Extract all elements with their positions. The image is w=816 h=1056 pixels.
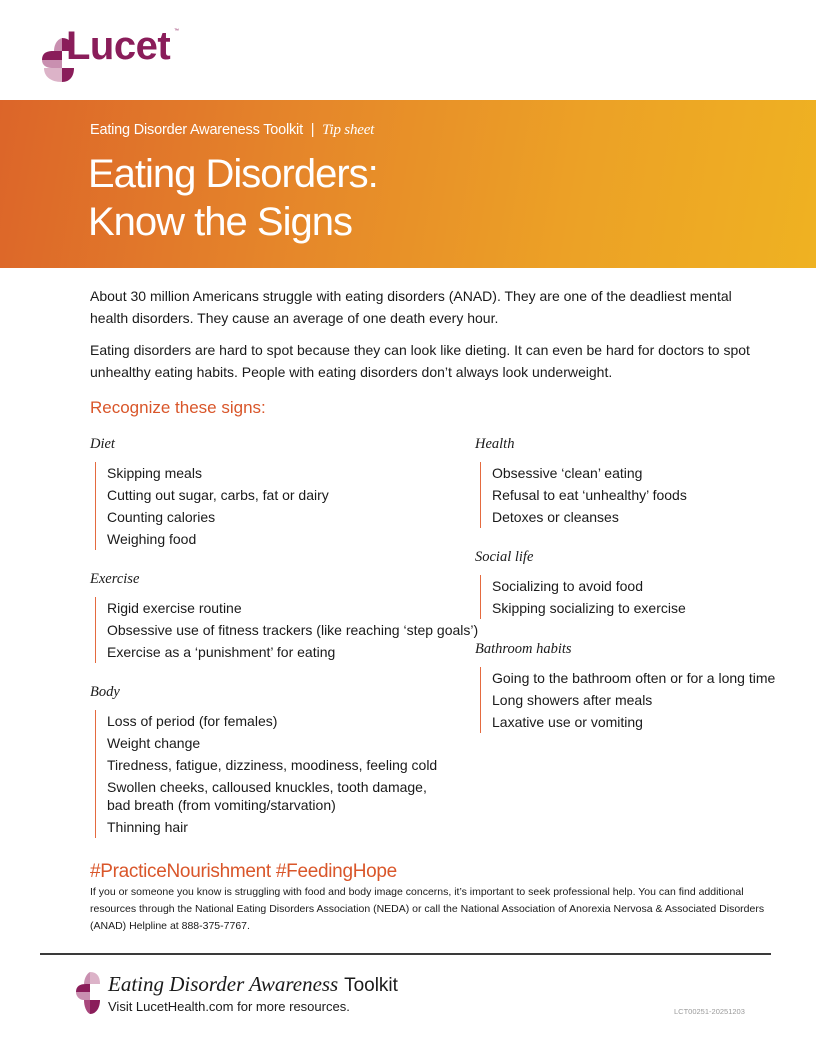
lucet-petal-half-icon — [76, 972, 100, 1014]
list-item: Tiredness, fatigue, dizziness, moodiness, feeling cold — [107, 757, 438, 773]
toolkit-label: Eating Disorder Awareness Toolkit — [90, 122, 303, 138]
page-title-line-2: Know the Signs — [88, 200, 352, 244]
intro-paragraph: Eating disorders are hard to spot because they can look like dieting. It can even be hard for doctors to spot unhealthy eating habits. People with eating disorders don’t always look underweight. — [90, 342, 750, 380]
sign-list — [480, 667, 775, 733]
footer-divider — [40, 953, 771, 955]
lucet-logo — [40, 22, 190, 86]
header-banner — [0, 100, 816, 268]
kicker-separator: | — [310, 122, 315, 138]
sign-list — [480, 575, 686, 619]
list-item: Loss of period (for females) — [107, 713, 278, 729]
brand-name: Lucet — [66, 24, 171, 68]
footer-title — [108, 972, 398, 997]
group-title: Body — [90, 684, 120, 700]
page-title — [88, 150, 378, 246]
group-title: Bathroom habits — [475, 641, 572, 657]
list-item: Obsessive ‘clean’ eating — [492, 465, 643, 481]
group-title: Diet — [90, 436, 115, 452]
group-title: Social life — [475, 549, 534, 565]
document-code: LCT00251-20251203 — [674, 1007, 745, 1016]
sign-group-body — [90, 684, 438, 838]
footer-website-note: Visit LucetHealth.com for more resources. — [108, 999, 350, 1014]
sign-group-health — [475, 436, 687, 528]
page-title-line-1: Eating Disorders: — [88, 152, 378, 196]
list-item: Weight change — [107, 735, 201, 751]
list-item: Rigid exercise routine — [107, 600, 242, 616]
list-item: Swollen cheeks, calloused knuckles, tooth damage, bad breath (from vomiting/starvation) — [107, 779, 427, 813]
list-item: Exercise as a ‘punishment’ for eating — [107, 644, 336, 660]
hashtags: #PracticeNourishment #FeedingHope — [90, 861, 397, 882]
sign-list — [95, 597, 478, 663]
footer-title-italic: Eating Disorder Awareness — [108, 972, 339, 996]
banner-kicker — [90, 122, 374, 139]
signs-heading: Recognize these signs: — [90, 398, 266, 417]
list-item: Thinning hair — [107, 819, 188, 835]
list-item: Refusal to eat ‘unhealthy’ foods — [492, 487, 687, 503]
document-type-label: Tip sheet — [322, 122, 375, 138]
list-item: Laxative use or vomiting — [492, 714, 643, 730]
list-item: Cutting out sugar, carbs, fat or dairy — [107, 487, 329, 503]
sign-group-social-life — [475, 549, 686, 619]
sign-group-bathroom-habits — [475, 641, 775, 733]
sign-list — [480, 462, 687, 528]
list-item: Detoxes or cleanses — [492, 509, 619, 525]
sign-group-diet — [90, 436, 329, 550]
intro-paragraph: About 30 million Americans struggle with eating disorders (ANAD). They are one of the deadliest mental health disorders. They cause an average of one death every hour. — [90, 288, 732, 326]
intro-text — [90, 285, 760, 393]
help-resources-text: If you or someone you know is struggling with food and body image concerns, it’s important to seek professional help. You can find additional resources through the National Eating Disorders Association (NEDA) or call the National Association of Anorexia Nervosa & Associated Disorders (ANAD) Helpline at 888-375-7767. — [90, 886, 765, 932]
list-item: Skipping socializing to exercise — [492, 600, 686, 616]
list-item: Skipping meals — [107, 465, 202, 481]
list-item: Going to the bathroom often or for a long time — [492, 670, 776, 686]
trademark-symbol: ™ — [174, 28, 179, 34]
list-item: Long showers after meals — [492, 692, 653, 708]
list-item: Socializing to avoid food — [492, 578, 643, 594]
footer-title-regular: Toolkit — [344, 975, 398, 996]
list-item: Counting calories — [107, 509, 216, 525]
group-title: Health — [475, 436, 515, 452]
group-title: Exercise — [90, 571, 140, 587]
list-item: Obsessive use of fitness trackers (like reaching ‘step goals’) — [107, 622, 479, 638]
list-item: Weighing food — [107, 531, 197, 547]
sign-group-exercise — [90, 571, 478, 663]
sign-list — [95, 710, 438, 838]
sign-list — [95, 462, 329, 550]
